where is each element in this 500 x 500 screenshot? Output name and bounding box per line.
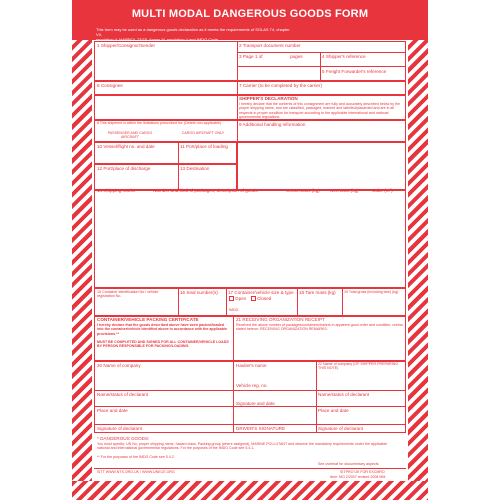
company-22-field[interactable]: 22 Name of company (OF SHIPPER PREPARING THIS NOTE) [318, 362, 399, 371]
vessel-field[interactable]: 10 Vessel/flight no. and date [97, 144, 155, 149]
sig-declarant-2-field[interactable]: Signature of declarant [318, 426, 363, 431]
transport-doc-field[interactable]: 2 Transport document number [239, 43, 301, 48]
forwarder-ref-field[interactable]: 5 Freight Forwarder's reference [322, 69, 387, 74]
packing-cert-must: MUST BE COMPLETED AND SIGNED FOR ALL CONTAINER/VEHICLE LOADS BY PERSON RESPONSIBLE FOR PACKING/LOADING. [97, 340, 229, 349]
driver-signature-field[interactable]: DRIVER'S SIGNATURE [236, 426, 286, 431]
shipper-declaration-title: SHIPPER'S DECLARATION [239, 96, 298, 101]
consignee-field[interactable]: 6 Consignee [97, 83, 123, 88]
footer-right-1: SITPRO UK FOR EXCMRO [340, 470, 385, 474]
packing-cert-text: I hereby declare that the goods described above have been packed/loaded into the container/vehicle identified above in accordance with the applicable provisions.** [97, 323, 228, 336]
container-id-field[interactable]: 15 Container identification No./ vehicle registration No. [97, 290, 159, 299]
pages-label: pages [290, 54, 303, 59]
place-date-1-field[interactable]: Place and date [97, 408, 128, 413]
packing-cert-title: CONTAINER/VEHICLE PACKING CERTIFICATE [97, 317, 199, 322]
gross-mass-label: Gross mass (kg) [286, 188, 320, 193]
receiving-text: Received the above number of packages/containers/trailers in apparent good order and condition, unless stated hereon: RECEIVING ORGANIZATION REMARKS: [236, 323, 403, 332]
goods-description-area[interactable] [94, 190, 406, 288]
destination-field[interactable]: 13 Destination [180, 166, 210, 171]
seal-field[interactable]: 16 Seal number(s) [180, 290, 218, 295]
open-checkbox-box[interactable] [229, 296, 234, 301]
dg-note-title: * DANGEROUS GOODS: [97, 436, 150, 441]
port-loading-field[interactable]: 11 Port/place of loading [180, 144, 228, 149]
form-intro [96, 27, 296, 42]
form-title: MULTI MODAL DANGEROUS GOODS FORM [131, 8, 369, 20]
name-status-2-field[interactable]: Name/status of declarant [318, 392, 370, 397]
dg-note-text: You must specify: UN No, proper shipping name, hazard class, Packing group (where assigned), MARINE POLLUTANT and observe the mandatory requirements under the applicable national and international governmental regulations. For the purposes of the IMDG Code see 5.4.1. [97, 442, 388, 451]
container-size-field[interactable]: 17 Container/vehicle size & type [228, 290, 294, 295]
closed-label: Closed [257, 296, 272, 301]
total-gross-field[interactable]: 19 Total gross (including tare) (kg) [344, 290, 399, 294]
shipper-field[interactable]: 1 Shipper/Consignor/Sender [97, 43, 155, 48]
shipping-marks-label: 14 Shipping marks [97, 188, 136, 193]
bottom-hazard-stripes [72, 481, 428, 500]
shipment-limits-label: 8 This shipment is within the limitations prescribed for: (Delete non-applicable) [97, 121, 222, 125]
shipper-ref-field[interactable]: 4 Shipper's reference [322, 54, 366, 59]
intro-line: regulation 4; MARPOL 73/78, Annex III, regulation 4 and IMDG Code [96, 37, 218, 42]
page-of-label: 3 Page 1 of [239, 54, 263, 59]
see-reverse-note: See overleaf for documentary aspects. [318, 462, 380, 466]
open-label: Open [235, 296, 247, 301]
signature-date-field[interactable]: Signature and date [236, 401, 275, 406]
receiving-title: 21 RECEIVING ORGANIZATION RECEIPT [236, 317, 325, 322]
net-mass-label: Net mass (kg) [330, 188, 359, 193]
passenger-cargo-option[interactable]: PASSENGER AND CARGO AIRCRAFT [107, 131, 153, 140]
cargo-only-option[interactable]: CARGO AIRCRAFT ONLY [181, 131, 225, 135]
left-hazard-stripes [72, 0, 92, 500]
right-hazard-stripes [408, 0, 428, 500]
port-discharge-field[interactable]: 12 Port/place of discharge [97, 166, 151, 171]
sig-declarant-1-field[interactable]: Signature of declarant [97, 426, 142, 431]
packages-desc-label: * Number and kind of packages; description of goods [150, 188, 258, 193]
carrier-field[interactable]: 7 Carrier (to be completed by the carrier) [239, 83, 322, 88]
dg-footnote: ** For the purposes of the IMDG Code see 5.4.2. [97, 455, 175, 459]
place-date-2-field[interactable]: Place and date [318, 408, 349, 413]
imdg-label: IMDG [229, 308, 239, 312]
footer-right-2: Item: MO 2/2007 revised 2008 MM [330, 475, 386, 479]
tare-field[interactable]: 18 Tare mass (kg) [299, 290, 336, 295]
shipper-declaration-text: I hereby declare that the contents of this consignment are fully and accurately described below by the proper shipping name, and are classified, packaged, marked and labelled/placarded and are in all respects in proper condition for transport according to the applicable international and national governmental regulations. [239, 102, 401, 120]
vehicle-reg-field[interactable]: Vehicle reg. no. [236, 383, 268, 388]
closed-checkbox[interactable] [251, 296, 271, 302]
intro-line: This form may be used as a dangerous goods declaration as it meets the requirements of SOLAS 74, chapter VII, [96, 27, 290, 37]
open-checkbox[interactable] [229, 296, 246, 302]
company-20-field[interactable]: 20 Name of company [97, 363, 141, 368]
haulier-field[interactable]: Haulier's name [236, 363, 267, 368]
footer-left: SITT WWW.NTS.ORG.UK / WWW.UNECE.ORG [97, 470, 175, 474]
additional-info-field[interactable]: 9 Additional handling information [239, 122, 306, 127]
closed-checkbox-box[interactable] [251, 296, 256, 301]
name-status-1-field[interactable]: Name/status of declarant [97, 392, 149, 397]
cube-label: Cube (m³) [372, 188, 393, 193]
